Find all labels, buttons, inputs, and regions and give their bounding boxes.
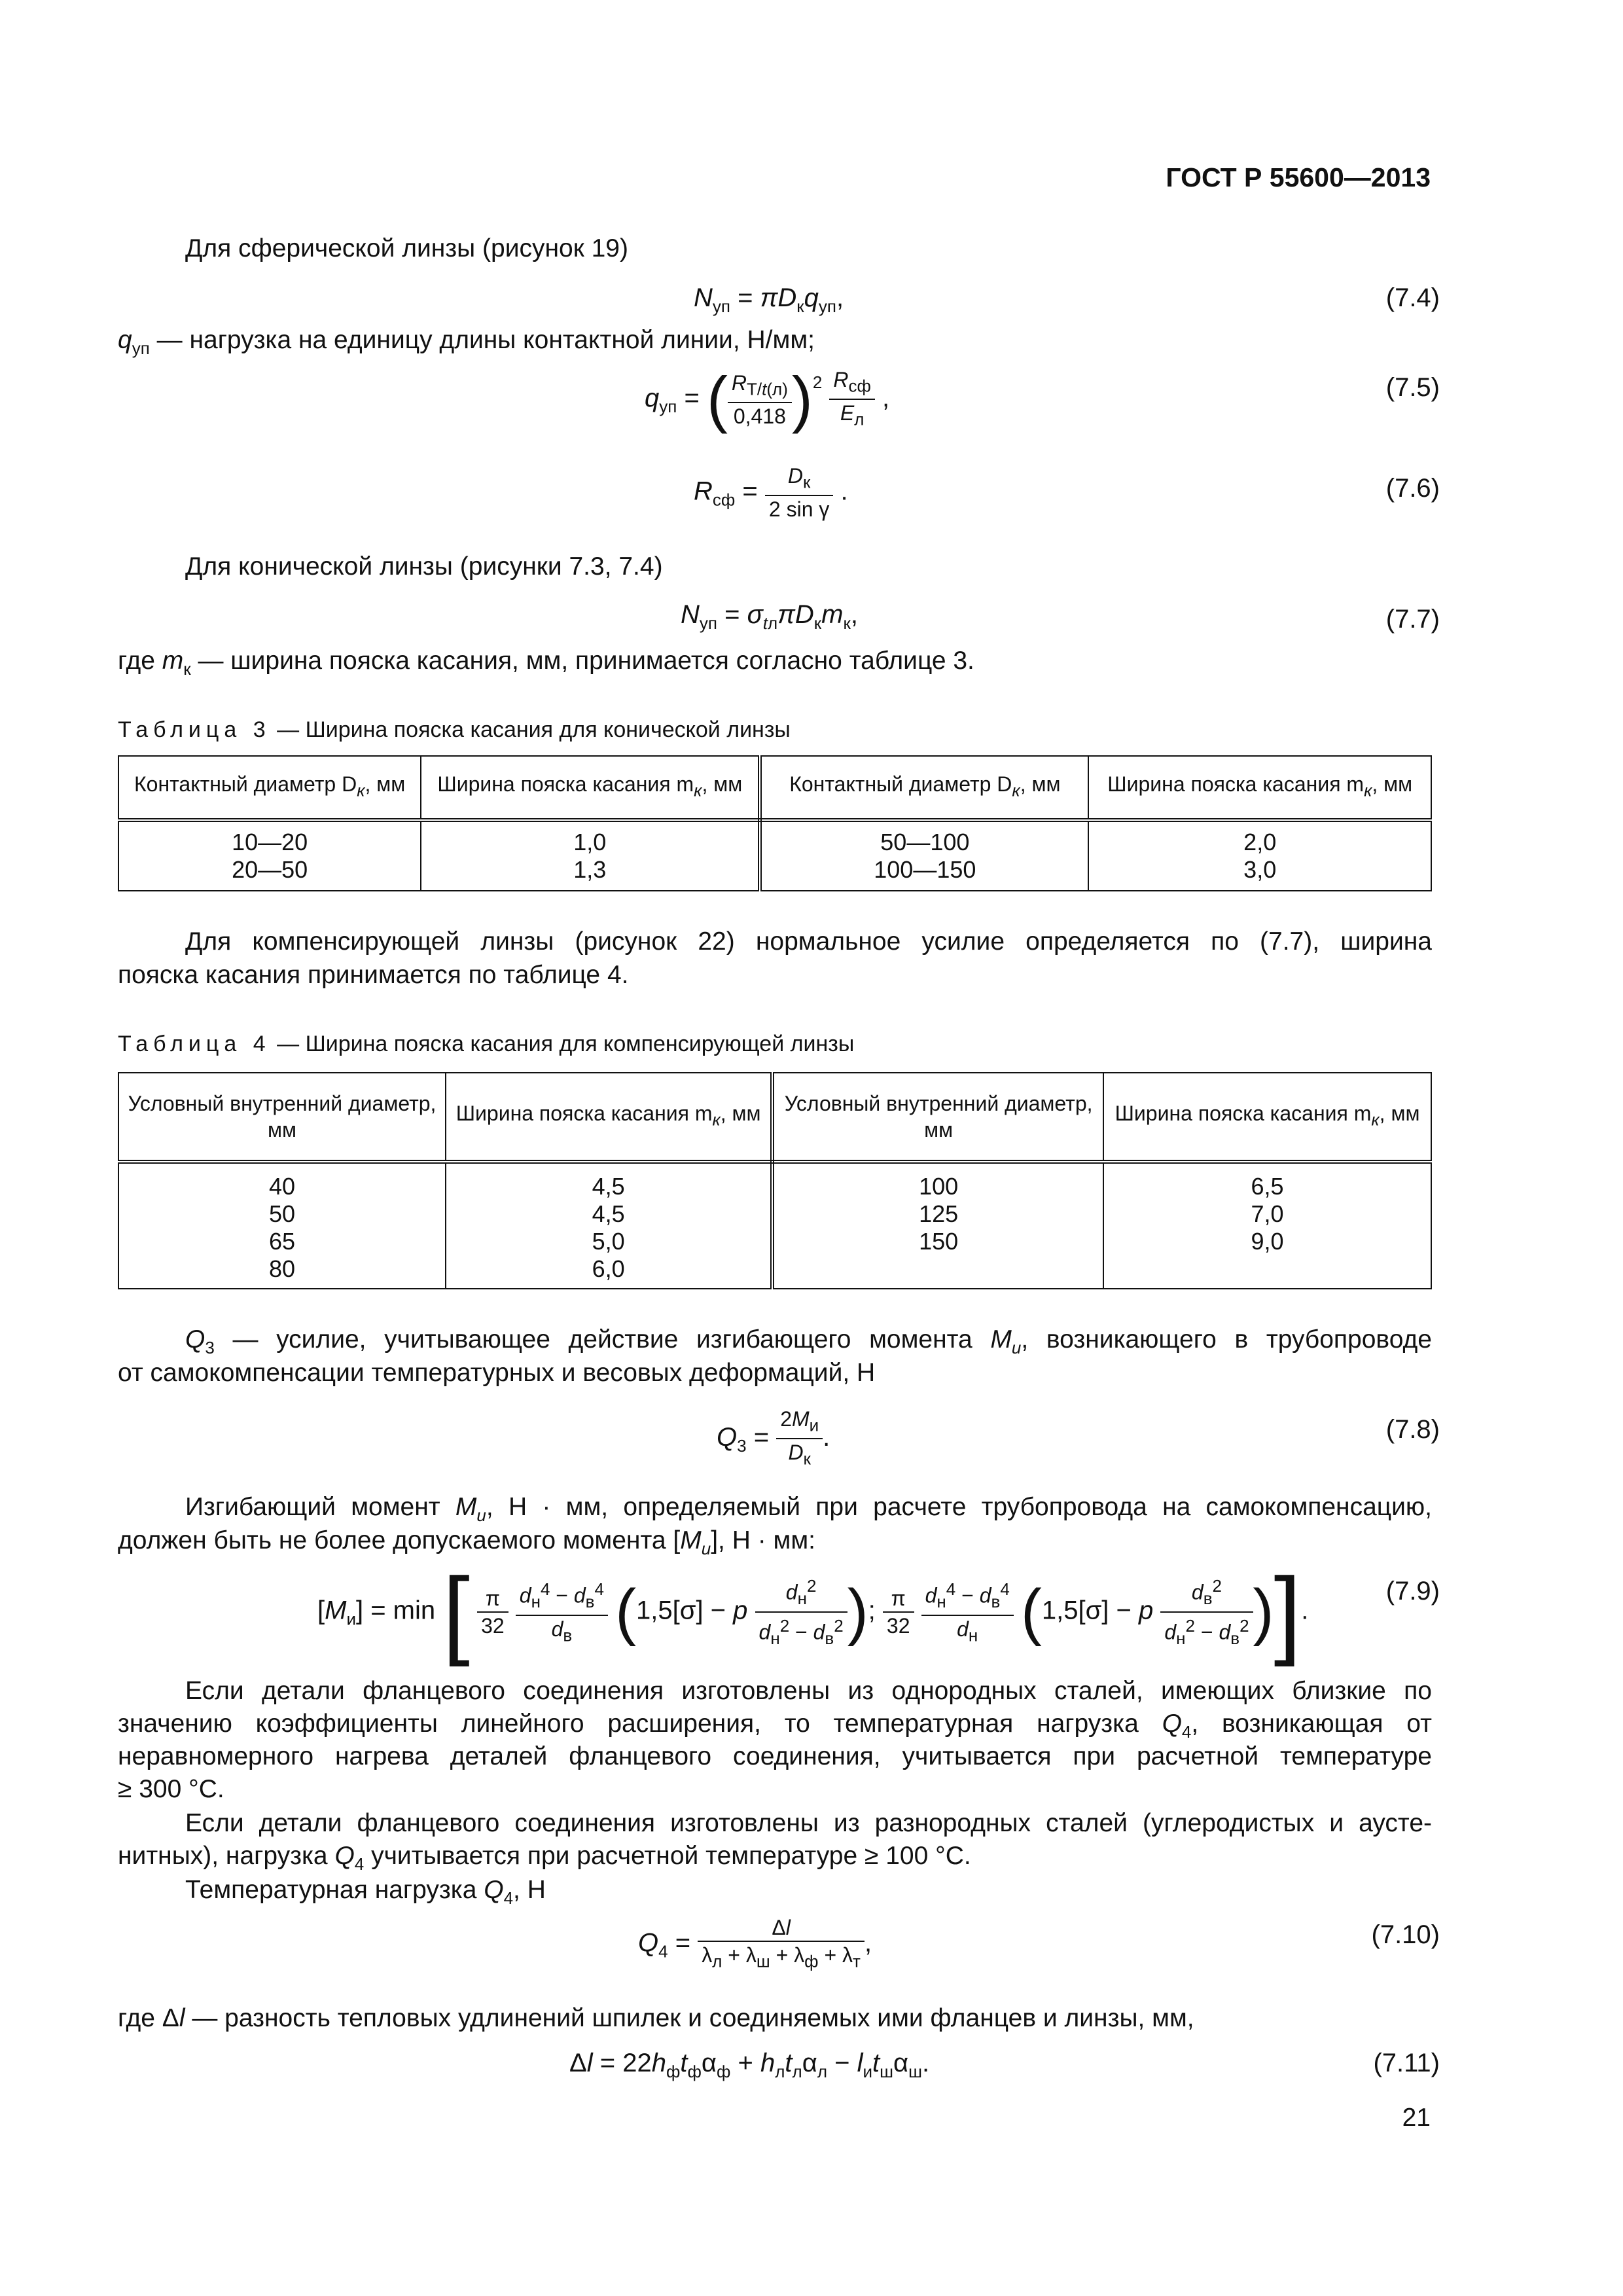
table4-header: Ширина пояска касания $m_к$, мм bbox=[446, 1073, 772, 1162]
equation-7-6: $R_{сф}$ = $\frac{D_к}{\text{2 sin γ}}$ . bbox=[694, 464, 848, 522]
paragraph-homogeneous-3: неравномерного нагрева деталей фланцевого соединения, учитывается при расчетной температуре bbox=[118, 1742, 1432, 1770]
paragraph-heterogeneous: Если детали фланцевого соединения изготовлены из разнородных сталей (углеродистых и аусте- bbox=[185, 1809, 1432, 1837]
paragraph-heterogeneous-2: нитных), нагрузка $Q_4$ учитывается при расчетной температуре ≥ 100 °С. bbox=[118, 1842, 971, 1874]
table3-header: Контактный диаметр $D_к$, мм bbox=[760, 756, 1088, 820]
equation-number: (7.10) bbox=[1371, 1920, 1440, 1949]
equation-number: (7.7) bbox=[1385, 605, 1440, 634]
equation-number: (7.6) bbox=[1385, 474, 1440, 503]
table3-cell: 10—20 20—50 bbox=[118, 820, 421, 891]
table4-caption: Таблица 4 — Ширина пояска касания для компенсирующей линзы bbox=[118, 1031, 855, 1056]
paragraph-q-definition: $q_{уп}$ — нагрузка на единицу длины контактной линии, Н/мм; bbox=[118, 326, 815, 358]
paragraph-compensating-cont: пояска касания принимается по таблице 4. bbox=[118, 961, 629, 989]
table4-cell: 6,5 7,0 9,0 bbox=[1103, 1162, 1431, 1289]
equation-number: (7.5) bbox=[1385, 373, 1440, 402]
equation-7-10: $Q_4$ = $\frac{\Delta l}{\lambda_л + \lambda_ш + \lambda_ф + \lambda_т}$ , bbox=[638, 1916, 872, 1971]
table3-header: Контактный диаметр $D_к$, мм bbox=[118, 756, 421, 820]
equation-7-4: $N_{уп} = \pi D_кq_{уп}$, bbox=[694, 283, 844, 316]
table4 bbox=[118, 1072, 1432, 1289]
table3-caption: Таблица 3 — Ширина пояска касания для конической линзы bbox=[118, 717, 791, 742]
table3-cell: 50—100 100—150 bbox=[760, 820, 1088, 891]
table4-header: Условный внутренний диаметр, мм bbox=[118, 1073, 446, 1162]
equation-7-8: $Q_3$ = $\frac{2M_и}{D_к}$ . bbox=[717, 1407, 830, 1469]
paragraph-spherical: Для сферической линзы (рисунок 19) bbox=[185, 234, 628, 262]
paragraph-temperature-load: Температурная нагрузка $Q_4$, Н bbox=[185, 1876, 546, 1908]
paragraph-homogeneous-2: значению коэффициенты линейного расширения, то температурная нагрузка $Q_4$, возникающая от bbox=[118, 1710, 1432, 1742]
table4-cell: 4,5 4,5 5,0 6,0 bbox=[446, 1162, 772, 1289]
paragraph-delta-definition: где Δl — разность тепловых удлинений шпилек и соединяемых ими фланцев и линзы, мм, bbox=[118, 2004, 1194, 2032]
table4-cell: 100 125 150 bbox=[772, 1162, 1103, 1289]
table4-header: Условный внутренний диаметр, мм bbox=[772, 1073, 1103, 1162]
equation-number: (7.11) bbox=[1373, 2049, 1440, 2077]
paragraph-moment: Изгибающий момент $М_и$, Н · мм, определяемый при расчете трубопровода на самокомпенсацию, bbox=[185, 1493, 1432, 1525]
table3 bbox=[118, 755, 1432, 891]
paragraph-homogeneous-4: ≥ 300 °С. bbox=[118, 1775, 224, 1803]
paragraph-moment-cont: должен быть не более допускаемого момента $[М_и]$, Н · мм: bbox=[118, 1526, 816, 1558]
page-number: 21 bbox=[1402, 2104, 1431, 2132]
equation-7-7: $N_{уп} = \sigma_{tл}\pi D_кm_к$, bbox=[681, 600, 858, 633]
paragraph-m-definition: где $m_к$ — ширина пояска касания, мм, принимается согласно таблице 3. bbox=[118, 647, 974, 679]
equation-number: (7.8) bbox=[1385, 1415, 1440, 1444]
equation-7-9: $[M_и] = \min$ [ $\frac{\pi}{32}$ $\frac{d_н^4 - d_в^4}{d_в}$ (1,5[σ] − p $\frac{d_н^2}{d_н^2 - d_в^2}$ ); $\frac{\pi}{32}$ $\frac{d_н^4 - d_в^4}{d_н}$ (1,5[σ] − p $\frac{d_в^2}{d_н^2 - d_в^2}$ )]. bbox=[317, 1557, 1309, 1667]
table3-header: Ширина пояска касания $m_к$, мм bbox=[1088, 756, 1431, 820]
paragraph-homogeneous: Если детали фланцевого соединения изготовлены из однородных сталей, имеющих близкие по bbox=[185, 1677, 1432, 1705]
equation-number: (7.9) bbox=[1385, 1577, 1440, 1605]
equation-7-11: $\Delta l = 22h_фt_ф\alpha_ф + h_лt_л\alpha_л - l_иt_ш\alpha_ш$. bbox=[569, 2049, 930, 2081]
table3-cell: 2,0 3,0 bbox=[1088, 820, 1431, 891]
document-header: ГОСТ Р 55600—2013 bbox=[1166, 162, 1431, 192]
paragraph-compensating: Для компенсирующей линзы (рисунок 22) нормальное усилие определяется по (7.7), ширина bbox=[185, 927, 1432, 956]
paragraph-q3: $Q_3$ — усилие, учитывающее действие изгибающего момента $М_и$, возникающего в трубопроводе bbox=[185, 1325, 1432, 1357]
table3-cell: 1,0 1,3 bbox=[421, 820, 760, 891]
equation-number: (7.4) bbox=[1385, 283, 1440, 312]
table4-header: Ширина пояска касания $m_к$, мм bbox=[1103, 1073, 1431, 1162]
paragraph-conical: Для конической линзы (рисунки 7.3, 7.4) bbox=[185, 552, 663, 581]
equation-7-5: $q_{уп}$ = ( $\frac{R_{Т/t(л)}}{0,418}$ )$^2$ $\frac{R_{сф}}{E_л}$ , bbox=[645, 364, 890, 435]
table3-header: Ширина пояска касания $m_к$, мм bbox=[421, 756, 760, 820]
table4-cell: 40 50 65 80 bbox=[118, 1162, 446, 1289]
paragraph-q3-cont: от самокомпенсации температурных и весовых деформаций, Н bbox=[118, 1359, 876, 1387]
